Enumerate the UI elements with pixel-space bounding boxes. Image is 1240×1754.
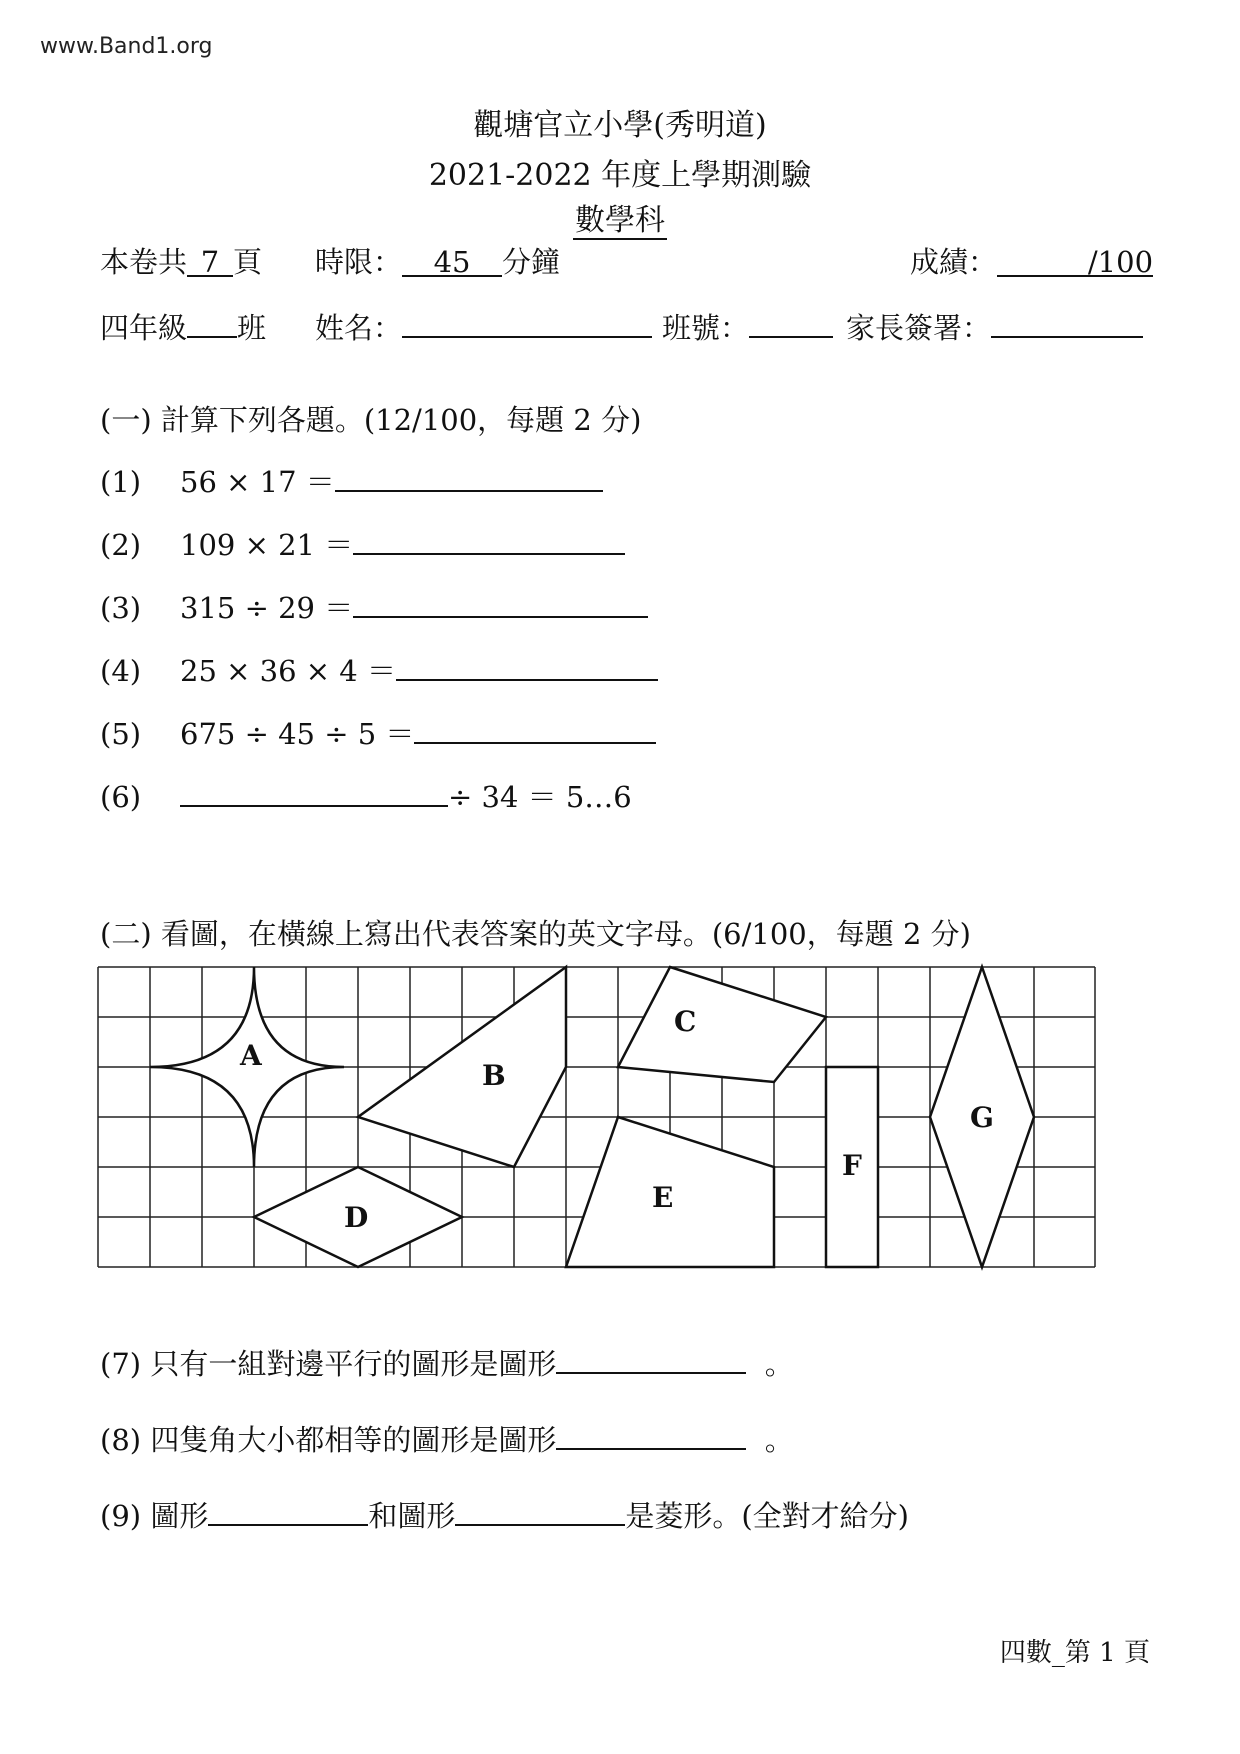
website-url: www.Band1.org — [40, 34, 213, 59]
question-7: (7) 只有一組對邊平行的圖形是圖形 。 — [100, 1342, 794, 1383]
question-2: (2) 109 × 21 ＝ — [100, 523, 625, 564]
shape-c-label: C — [674, 1005, 697, 1038]
question-1: (1) 56 × 17 ＝ — [100, 460, 603, 501]
score-field: 成績： /100 — [910, 245, 1154, 279]
shape-g-label: G — [970, 1101, 994, 1134]
question-4: (4) 25 × 36 × 4 ＝ — [100, 649, 658, 690]
class-field: 四年級 班 — [100, 306, 266, 347]
shape-b-label: B — [482, 1059, 506, 1092]
pages-info: 本卷共 7 頁 — [100, 245, 263, 279]
parent-signature-field: 家長簽署： — [846, 306, 1143, 347]
shapes-grid — [90, 955, 1110, 1295]
name-field: 姓名： — [315, 306, 652, 347]
shape-f-label: F — [842, 1149, 862, 1182]
exam-title: 2021-2022 年度上學期測驗 — [428, 158, 812, 193]
page-footer: 四數_第 1 頁 — [999, 1638, 1150, 1668]
question-8: (8) 四隻角大小都相等的圖形是圖形 。 — [100, 1418, 794, 1459]
shape-c — [618, 967, 826, 1082]
class-number-field: 班號： — [662, 306, 833, 347]
question-5: (5) 675 ÷ 45 ÷ 5 ＝ — [100, 712, 656, 753]
section2-title: (二) 看圖，在橫線上寫出代表答案的英文字母。(6/100，每題 2 分) — [100, 917, 971, 951]
question-3: (3) 315 ÷ 29 ＝ — [100, 586, 648, 627]
shape-e-label: E — [652, 1181, 674, 1214]
time-limit: 時限： 45 分鐘 — [315, 245, 561, 279]
shape-d-label: D — [344, 1201, 369, 1234]
question-9: (9) 圖形 和圖形 是菱形。(全對才給分) — [100, 1494, 909, 1535]
school-name: 觀塘官立小學(秀明道) — [473, 108, 767, 143]
section1-title: (一) 計算下列各題。(12/100，每題 2 分) — [100, 403, 642, 437]
shape-a-label: A — [240, 1039, 262, 1072]
subject-title: 數學科 — [575, 203, 665, 238]
question-6: (6) ÷ 34 ＝ 5…6 — [100, 775, 632, 816]
